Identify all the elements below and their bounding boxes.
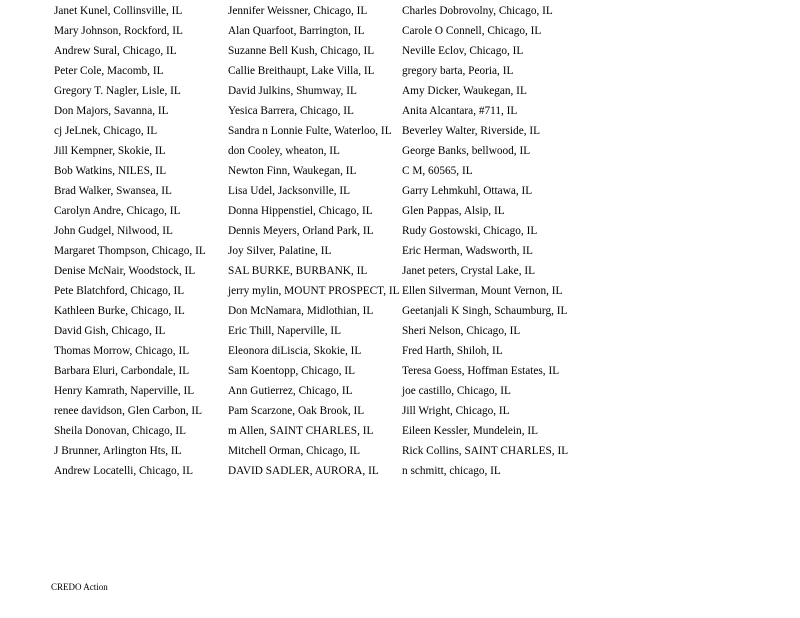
- signer-entry: Ellen Silverman, Mount Vernon, IL: [402, 285, 563, 297]
- signer-entry: Janet peters, Crystal Lake, IL: [402, 265, 536, 277]
- signer-entry: Eleonora diLiscia, Skokie, IL: [228, 345, 362, 357]
- signer-entry: Gregory T. Nagler, Lisle, IL: [54, 85, 181, 97]
- signer-entry: m Allen, SAINT CHARLES, IL: [228, 425, 374, 437]
- signer-entry: n schmitt, chicago, IL: [402, 465, 501, 477]
- signer-entry: Peter Cole, Macomb, IL: [54, 65, 164, 77]
- signer-entry: Jill Kempner, Skokie, IL: [54, 145, 166, 157]
- signer-entry: Margaret Thompson, Chicago, IL: [54, 245, 206, 257]
- signer-entry: Sheri Nelson, Chicago, IL: [402, 325, 521, 337]
- signer-entry: Yesica Barrera, Chicago, IL: [228, 105, 354, 117]
- signer-entry: Suzanne Bell Kush, Chicago, IL: [228, 45, 375, 57]
- signer-entry: Fred Harth, Shiloh, IL: [402, 345, 503, 357]
- signer-entry: C M, 60565, IL: [402, 165, 473, 177]
- signer-entry: Rick Collins, SAINT CHARLES, IL: [402, 445, 569, 457]
- signer-entry: Garry Lehmkuhl, Ottawa, IL: [402, 185, 533, 197]
- signer-entry: Teresa Goess, Hoffman Estates, IL: [402, 365, 560, 377]
- signer-entry: Don McNamara, Midlothian, IL: [228, 305, 374, 317]
- signer-entry: don Cooley, wheaton, IL: [228, 145, 340, 157]
- signer-entry: Pete Blatchford, Chicago, IL: [54, 285, 185, 297]
- signer-entry: joe castillo, Chicago, IL: [402, 385, 511, 397]
- signer-entry: Dennis Meyers, Orland Park, IL: [228, 225, 374, 237]
- signer-entry: David Gish, Chicago, IL: [54, 325, 166, 337]
- signer-entry: Jill Wright, Chicago, IL: [402, 405, 510, 417]
- signer-entry: Callie Breithaupt, Lake Villa, IL: [228, 65, 375, 77]
- signer-entry: Denise McNair, Woodstock, IL: [54, 265, 196, 277]
- signer-entry: Jennifer Weissner, Chicago, IL: [228, 5, 368, 17]
- signer-entry: Don Majors, Savanna, IL: [54, 105, 169, 117]
- signer-entry: Geetanjali K Singh, Schaumburg, IL: [402, 305, 568, 317]
- signer-entry: Kathleen Burke, Chicago, IL: [54, 305, 185, 317]
- signer-entry: gregory barta, Peoria, IL: [402, 65, 514, 77]
- signer-entry: Alan Quarfoot, Barrington, IL: [228, 25, 365, 37]
- signer-entry: Beverley Walter, Riverside, IL: [402, 125, 541, 137]
- signer-entry: Donna Hippenstiel, Chicago, IL: [228, 205, 373, 217]
- signature-table: [54, 3, 578, 483]
- signer-entry: Mary Johnson, Rockford, IL: [54, 25, 183, 37]
- signer-entry: David Julkins, Shumway, IL: [228, 85, 357, 97]
- signer-entry: Carole O Connell, Chicago, IL: [402, 25, 542, 37]
- signer-entry: Janet Kunel, Collinsville, IL: [54, 5, 183, 17]
- signer-entry: Charles Dobrovolny, Chicago, IL: [402, 5, 553, 17]
- signer-entry: DAVID SADLER, AURORA, IL: [228, 465, 379, 477]
- signer-entry: Rudy Gostowski, Chicago, IL: [402, 225, 538, 237]
- signer-entry: George Banks, bellwood, IL: [402, 145, 531, 157]
- signer-entry: Mitchell Orman, Chicago, IL: [228, 445, 361, 457]
- signer-entry: Sam Koentopp, Chicago, IL: [228, 365, 356, 377]
- signer-entry: Eric Thill, Naperville, IL: [228, 325, 342, 337]
- signer-entry: Thomas Morrow, Chicago, IL: [54, 345, 190, 357]
- signer-entry: jerry mylin, MOUNT PROSPECT, IL: [228, 285, 400, 297]
- signer-entry: SAL BURKE, BURBANK, IL: [228, 265, 368, 277]
- signer-entry: Sheila Donovan, Chicago, IL: [54, 425, 187, 437]
- signer-entry: Bob Watkins, NILES, IL: [54, 165, 167, 177]
- signer-entry: Andrew Locatelli, Chicago, IL: [54, 465, 193, 477]
- signer-entry: Henry Kamrath, Naperville, IL: [54, 385, 195, 397]
- signer-entry: Carolyn Andre, Chicago, IL: [54, 205, 181, 217]
- signer-entry: Sandra n Lonnie Fulte, Waterloo, IL: [228, 125, 392, 137]
- signer-entry: Anita Alcantara, #711, IL: [402, 105, 518, 117]
- signer-entry: J Brunner, Arlington Hts, IL: [54, 445, 182, 457]
- signer-entry: Eric Herman, Wadsworth, IL: [402, 245, 533, 257]
- signer-entry: Lisa Udel, Jacksonville, IL: [228, 185, 351, 197]
- signer-entry: Joy Silver, Palatine, IL: [228, 245, 332, 257]
- footer-credit: CREDO Action: [51, 582, 108, 592]
- signer-entry: Newton Finn, Waukegan, IL: [228, 165, 357, 177]
- signer-entry: Ann Gutierrez, Chicago, IL: [228, 385, 353, 397]
- signer-entry: renee davidson, Glen Carbon, IL: [54, 405, 203, 417]
- signer-entry: Eileen Kessler, Mundelein, IL: [402, 425, 539, 437]
- signer-entry: Glen Pappas, Alsip, IL: [402, 205, 505, 217]
- signer-entry: cj JeLnek, Chicago, IL: [54, 125, 158, 137]
- signer-entry: Pam Scarzone, Oak Brook, IL: [228, 405, 365, 417]
- signer-entry: Neville Eclov, Chicago, IL: [402, 45, 524, 57]
- signer-entry: Amy Dicker, Waukegan, IL: [402, 85, 527, 97]
- signer-entry: John Gudgel, Nilwood, IL: [54, 225, 173, 237]
- signer-entry: Brad Walker, Swansea, IL: [54, 185, 172, 197]
- signer-entry: Andrew Sural, Chicago, IL: [54, 45, 177, 57]
- signer-entry: Barbara Eluri, Carbondale, IL: [54, 365, 190, 377]
